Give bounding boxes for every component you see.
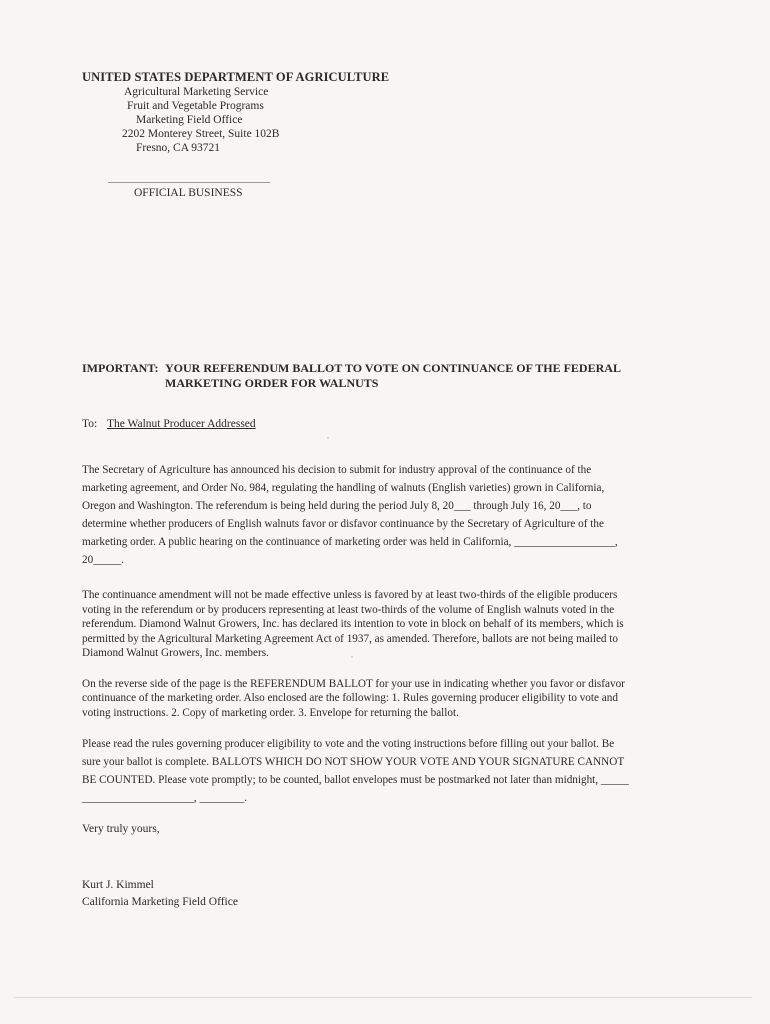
paragraph2-line: The continuance amendment will not be made effective unless is favored by at least two-thirds of the eligible producers (82, 589, 618, 601)
paragraph4-line: sure your ballot is complete. BALLOTS WHICH DO NOT SHOW YOUR VOTE AND YOUR SIGNATURE CANNOT (82, 756, 625, 768)
paragraph3-line: continuance of the marketing order. Also enclosed are the following: 1. Rules governing producer eligibility to vote and (82, 692, 618, 704)
important-heading-line2: MARKETING ORDER FOR WALNUTS (165, 376, 379, 390)
paragraph1-line: marketing order. A public hearing on the continuance of marketing order was held in California, __________________, (82, 536, 618, 548)
to-label: To: (82, 418, 98, 430)
paragraph4-line: Please read the rules governing producer eligibility to vote and the voting instructions before filling out your ballot. Be (82, 738, 615, 750)
street-address: 2202 Monterey Street, Suite 102B (122, 128, 280, 140)
paragraph2-line: referendum. Diamond Walnut Growers, Inc. has declared its intention to vote in block on behalf of its members, which is (82, 618, 624, 630)
paragraph1-line: 20_____. (82, 554, 124, 566)
signer-office: California Marketing Field Office (82, 896, 238, 908)
paragraph1-line: determine whether producers of English walnuts favor or disfavor continuance by the Secretary of Agriculture of the (82, 518, 604, 530)
scan-speck (327, 437, 329, 439)
official-business-label: OFFICIAL BUSINESS (134, 187, 243, 199)
important-heading-line1: YOUR REFERENDUM BALLOT TO VOTE ON CONTINUANCE OF THE FEDERAL (165, 361, 621, 375)
addressee: The Walnut Producer Addressed (107, 418, 256, 430)
paragraph4-line: BE COUNTED. Please vote promptly; to be counted, ballot envelopes must be postmarked not later than midnight, _____ (82, 774, 629, 786)
scan-speck (351, 656, 353, 658)
paragraph2-line: Diamond Walnut Growers, Inc. members. (82, 647, 269, 659)
page-bottom-edge (14, 997, 752, 998)
field-office-name: Marketing Field Office (136, 114, 243, 126)
closing: Very truly yours, (82, 823, 160, 835)
paragraph1-line: The Secretary of Agriculture has announced his decision to submit for industry approval of the continuance of the (82, 464, 592, 476)
paragraph2-line: permitted by the Agricultural Marketing Agreement Act of 1937, as amended. Therefore, ballots are not being mailed to (82, 633, 619, 645)
signer-name: Kurt J. Kimmel (82, 879, 154, 891)
agency-name: UNITED STATES DEPARTMENT OF AGRICULTURE (82, 70, 390, 84)
paragraph4-line: ____________________, ________. (82, 792, 248, 804)
important-label: IMPORTANT: (82, 361, 159, 375)
paragraph3-line: On the reverse side of the page is the REFERENDUM BALLOT for your use in indicating whether you favor or disfavor (82, 678, 625, 690)
paragraph1-line: Oregon and Washington. The referendum is being held during the period July 8, 20___ through July 16, 20___, to (82, 500, 592, 512)
paragraph3-line: voting instructions. 2. Copy of marketing order. 3. Envelope for returning the ballot. (82, 707, 459, 719)
service-name: Agricultural Marketing Service (124, 86, 269, 98)
city-address: Fresno, CA 93721 (136, 142, 221, 154)
program-name: Fruit and Vegetable Programs (127, 100, 264, 112)
paragraph2-line: voting in the referendum or by producers representing at least two-thirds of the volume of English walnuts voted in the (82, 604, 615, 616)
paragraph1-line: marketing agreement, and Order No. 984, regulating the handling of walnuts (English varieties) grown in California, (82, 482, 605, 494)
letterhead-divider (108, 182, 270, 183)
